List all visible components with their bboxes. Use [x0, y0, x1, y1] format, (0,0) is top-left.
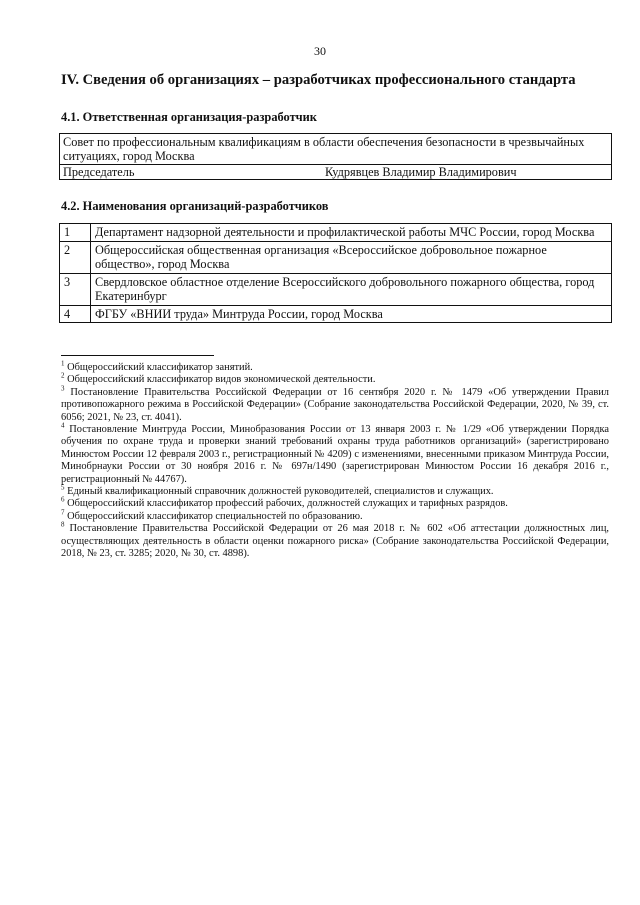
- footnote: [61, 359, 609, 374]
- footnote-text: Общероссийский классификатор специальностей по образованию.: [67, 510, 363, 522]
- footnote: [61, 421, 609, 486]
- footnote-mark: 2: [61, 371, 65, 380]
- row-number: 3: [60, 273, 91, 305]
- footnote: [61, 498, 609, 510]
- footnote: [61, 371, 609, 386]
- responsible-organization-row: [60, 134, 612, 165]
- row-number: 4: [60, 305, 91, 323]
- table-row: [60, 241, 612, 273]
- footnote-text: Общероссийский классификатор занятий.: [67, 362, 253, 373]
- footnote-mark: 1: [61, 359, 65, 368]
- developer-organizations-table: [59, 223, 612, 323]
- footnote-text: Постановление Минтруда России, Минобразования России от 13 января 2003 г. № 1/29 «Об утверждении Порядка обучения по охране труда и проверки знаний требований охраны труда работников организаций» (зарегистрировано Минюстом России 12 февраля 2003 г., регистрационный № 4209) с изменениями, внесенными приказом Минтруда России, Минобрнауки России от 30 ноября 2016 г. № 697н/1490 (зарегистрирован Минюстом России 16 декабря 2016 г., регистрационный № 44767).: [61, 424, 609, 485]
- chairman-name: Кудрявцев Владимир Владимирович: [325, 165, 517, 179]
- section-title: IV. Сведения об организациях – разработчиках профессионального стандарта: [61, 72, 576, 88]
- footnote-mark: 7: [61, 508, 65, 517]
- responsible-organization-table: [59, 133, 612, 180]
- footnote-mark: 3: [61, 384, 65, 393]
- table-row: [60, 224, 612, 242]
- footnote-mark: 4: [61, 421, 65, 430]
- footnotes: [61, 359, 609, 561]
- footnote: [61, 483, 609, 498]
- footnote: [61, 520, 609, 560]
- organization-name: Общероссийская общественная организация «Всероссийское добровольное пожарное общество», город Москва: [91, 241, 612, 273]
- responsible-organization-heading: 4.1. Ответственная организация-разработчик: [61, 110, 317, 124]
- footnote-mark: 8: [61, 520, 65, 529]
- footnote-text: Постановление Правительства Российской Федерации от 26 мая 2018 г. № 602 «Об аттестации должностных лиц, осуществляющих деятельность в области оценки пожарного риска» (Собрание законодательства Российской Федерации, 2018, № 23, ст. 3285; 2020, № 30, ст. 4898).: [61, 523, 609, 560]
- footnote-text: Общероссийский классификатор профессий рабочих, должностей служащих и тарифных разрядов.: [67, 498, 508, 510]
- table-row: [60, 305, 612, 323]
- chairman-cell: [60, 165, 612, 180]
- responsible-organization-name: Совет по профессиональным квалификациям в области обеспечения безопасности в чрезвычайных ситуациях, город Москва: [60, 134, 612, 165]
- page-number: 30: [314, 44, 326, 58]
- footnote-text: Постановление Правительства Российской Федерации от 16 сентября 2020 г. № 1479 «Об утверждении Правил противопожарного режима в Российской Федерации» (Собрание законодательства Российской Федерации, 2020, № 39, ст. 6056; 2021, № 23, ст. 4041).: [61, 386, 609, 423]
- footnote-separator: [61, 355, 214, 356]
- row-number: 1: [60, 224, 91, 242]
- organization-name: ФГБУ «ВНИИ труда» Минтруда России, город Москва: [91, 305, 612, 323]
- footnote: [61, 384, 609, 424]
- table-row: [60, 273, 612, 305]
- organization-name: Департамент надзорной деятельности и профилактической работы МЧС России, город Москва: [91, 224, 612, 242]
- footnote-mark: 6: [61, 496, 65, 504]
- developer-organizations-heading: 4.2. Наименования организаций-разработчиков: [61, 199, 329, 213]
- footnote-mark: 5: [61, 483, 65, 492]
- footnote-text: Единый квалификационный справочник должностей руководителей, специалистов и служащих.: [67, 486, 494, 498]
- row-number: 2: [60, 241, 91, 273]
- chairman-role: Председатель: [63, 165, 135, 179]
- chairman-row: [60, 165, 612, 180]
- footnote-text: Общероссийский классификатор видов экономической деятельности.: [67, 374, 376, 386]
- footnote: [61, 508, 609, 523]
- organization-name: Свердловское областное отделение Всероссийского добровольного пожарного общества, город Екатеринбург: [91, 273, 612, 305]
